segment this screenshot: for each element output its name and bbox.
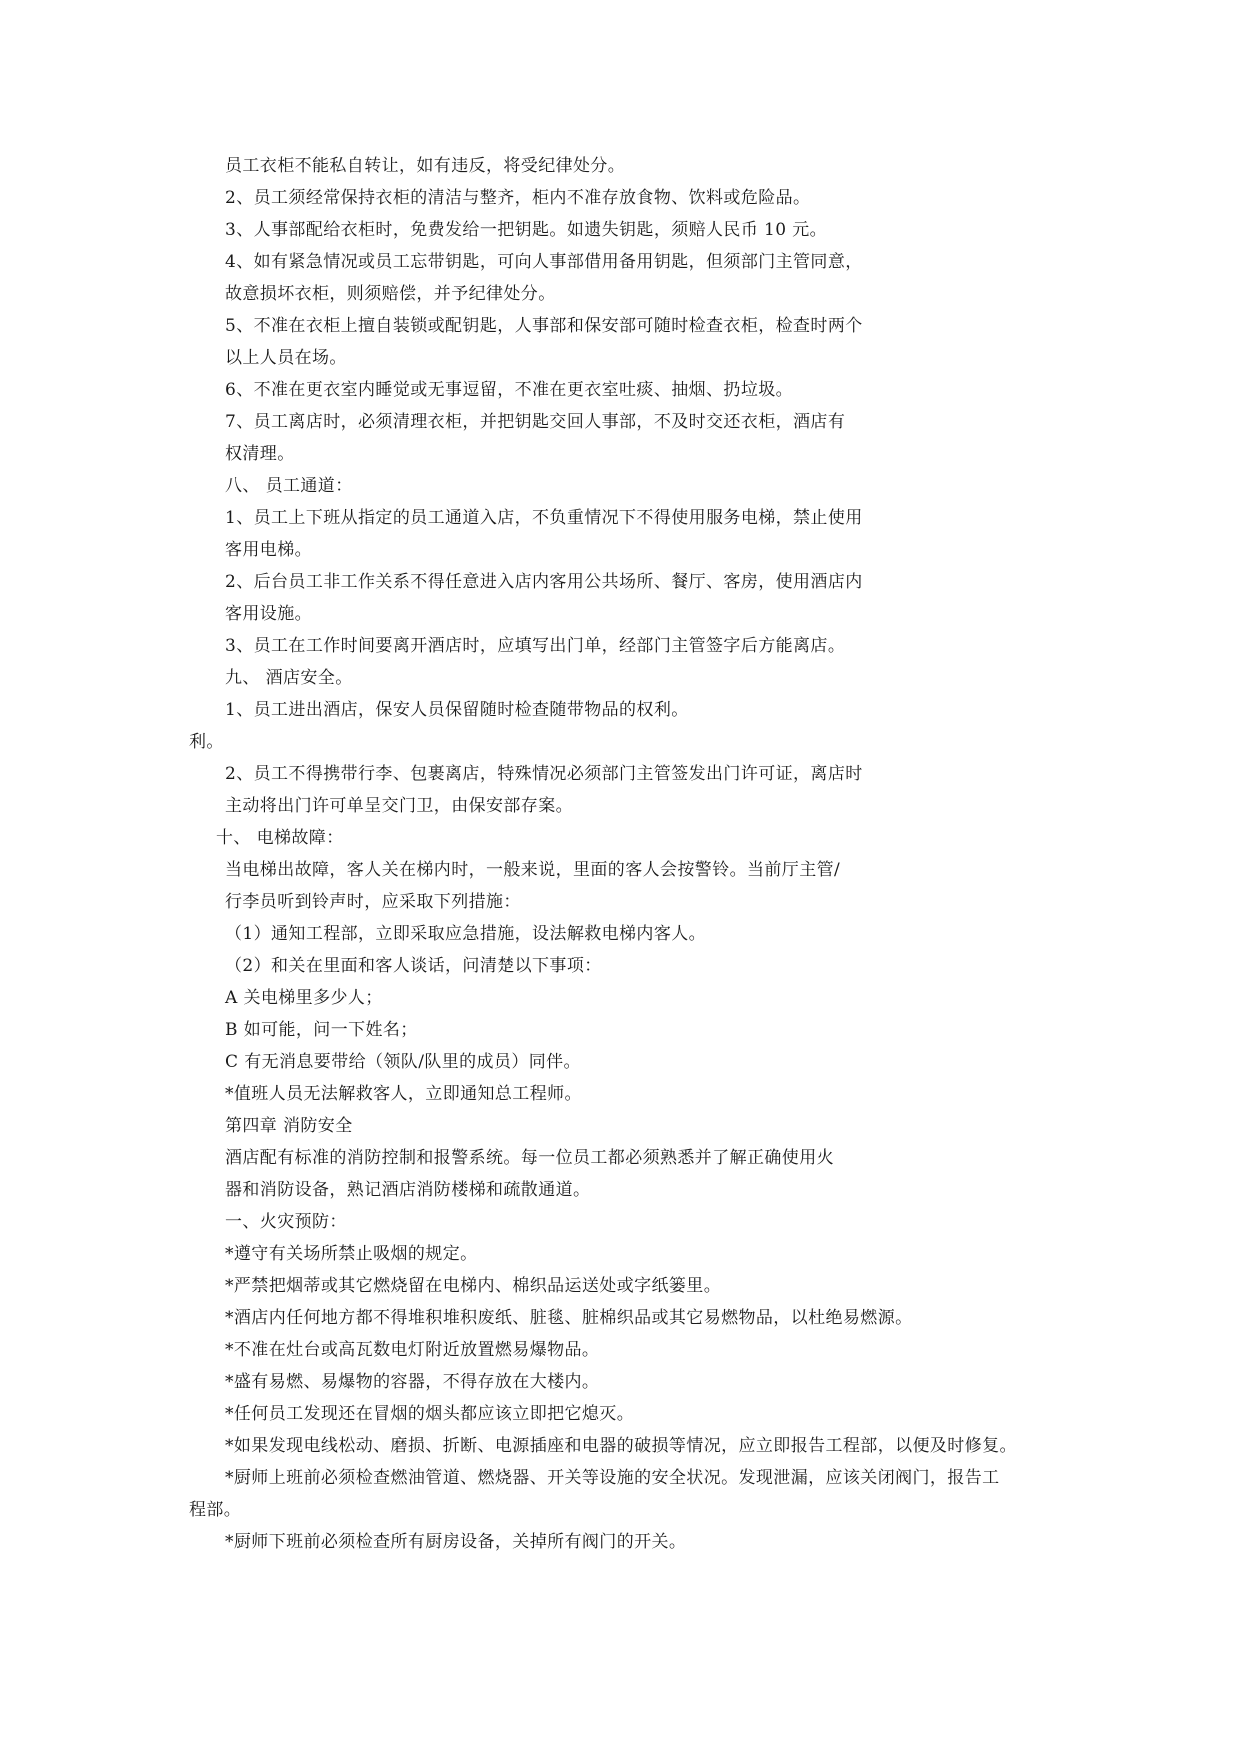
document-line: B 如可能，问一下姓名；: [225, 1020, 418, 1040]
document-line: *遵守有关场所禁止吸烟的规定。: [225, 1244, 478, 1264]
document-line: 权清理。: [225, 444, 295, 464]
document-line: *值班人员无法解救客人，立即通知总工程师。: [225, 1084, 582, 1104]
document-line: 3、员工在工作时间要离开酒店时，应填写出门单，经部门主管签字后方能离店。: [225, 636, 846, 656]
document-line: *任何员工发现还在冒烟的烟头都应该立即把它熄灭。: [225, 1404, 635, 1424]
document-line: 4、如有紧急情况或员工忘带钥匙，可向人事部借用备用钥匙，但须部门主管同意，: [225, 252, 863, 272]
document-line: 酒店配有标准的消防控制和报警系统。每一位员工都必须熟悉并了解正确使用火: [225, 1148, 834, 1168]
document-line: （1）通知工程部，立即采取应急措施，设法解救电梯内客人。: [225, 924, 707, 944]
document-line: 客用电梯。: [225, 540, 312, 560]
document-line: 十、 电梯故障：: [216, 828, 344, 848]
document-line: 1、员工进出酒店，保安人员保留随时检查随带物品的权利。: [225, 700, 689, 720]
document-line: 6、不准在更衣室内睡觉或无事逗留，不准在更衣室吐痰、抽烟、扔垃圾。: [225, 380, 794, 400]
document-line: 员工衣柜不能私自转让，如有违反，将受纪律处分。: [225, 156, 626, 176]
document-line: *酒店内任何地方都不得堆积堆积废纸、脏毯、脏棉织品或其它易燃物品，以杜绝易燃源。: [225, 1308, 913, 1328]
document-line: 2、后台员工非工作关系不得任意进入店内客用公共场所、餐厅、客房，使用酒店内: [225, 572, 863, 592]
document-line: 主动将出门许可单呈交门卫，由保安部存案。: [225, 796, 573, 816]
document-line: *盛有易燃、易爆物的容器，不得存放在大楼内。: [225, 1372, 600, 1392]
document-line: 利。: [189, 732, 224, 752]
document-line: 当电梯出故障，客人关在梯内时，一般来说，里面的客人会按警铃。当前厅主管/: [225, 860, 841, 880]
document-line: 客用设施。: [225, 604, 312, 624]
document-line: （2）和关在里面和客人谈话，问清楚以下事项：: [225, 956, 602, 976]
document-line: 故意损坏衣柜，则须赔偿，并予纪律处分。: [225, 284, 556, 304]
document-line: 5、不准在衣柜上擅自装锁或配钥匙，人事部和保安部可随时检查衣柜，检查时两个: [225, 316, 863, 336]
document-line: 2、员工须经常保持衣柜的清洁与整齐，柜内不准存放食物、饮料或危险品。: [225, 188, 811, 208]
document-line: 第四章 消防安全: [225, 1116, 353, 1136]
document-line: 2、员工不得携带行李、包裹离店，特殊情况必须部门主管签发出门许可证，离店时: [225, 764, 863, 784]
document-line: 程部。: [189, 1500, 242, 1520]
document-line: *厨师上班前必须检查燃油管道、燃烧器、开关等设施的安全状况。发现泄漏，应该关闭阀门，报告工: [225, 1468, 1000, 1488]
document-line: 一、火灾预防：: [225, 1212, 347, 1232]
document-line: 以上人员在场。: [225, 348, 347, 368]
document-body: [0, 150, 1241, 1558]
document-line: 行李员听到铃声时，应采取下列措施：: [225, 892, 521, 912]
document-line: 八、 员工通道：: [225, 476, 353, 496]
document-line: *不准在灶台或高瓦数电灯附近放置燃易爆物品。: [225, 1340, 600, 1360]
document-line: 九、 酒店安全。: [225, 668, 353, 688]
document-line: 器和消防设备，熟记酒店消防楼梯和疏散通道。: [225, 1180, 591, 1200]
document-line: 3、人事部配给衣柜时，免费发给一把钥匙。如遗失钥匙，须赔人民币 10 元。: [225, 220, 828, 240]
document-line: *如果发现电线松动、磨损、折断、电源插座和电器的破损等情况，应立即报告工程部，以便及时修复。: [225, 1436, 1017, 1456]
document-line: C 有无消息要带给（领队/队里的成员）同伴。: [225, 1052, 581, 1072]
document-line: *严禁把烟蒂或其它燃烧留在电梯内、棉织品运送处或字纸篓里。: [225, 1276, 722, 1296]
document-line: 1、员工上下班从指定的员工通道入店，不负重情况下不得使用服务电梯，禁止使用: [225, 508, 863, 528]
document-line: 7、员工离店时，必须清理衣柜，并把钥匙交回人事部，不及时交还衣柜，酒店有: [225, 412, 846, 432]
document-line: *厨师下班前必须检查所有厨房设备，关掉所有阀门的开关。: [225, 1532, 687, 1552]
document-line: A 关电梯里多少人；: [225, 988, 383, 1008]
